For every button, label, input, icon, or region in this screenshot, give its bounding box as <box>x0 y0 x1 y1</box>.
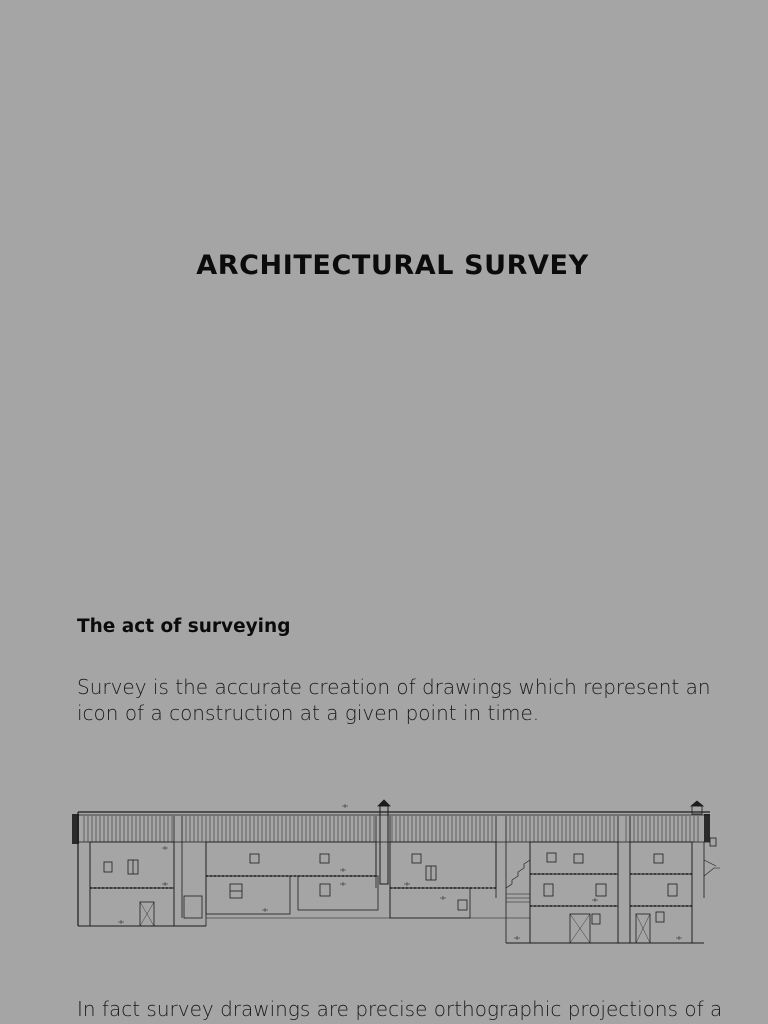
section-heading: The act of surveying <box>77 616 291 637</box>
building-section-drawing <box>70 798 732 946</box>
paragraph-survey-definition: Survey is the accurate creation of drawings which represent an icon of a construction at a given point in time. <box>77 675 711 725</box>
paragraph-survey-drawings: In fact survey drawings are precise orthographic projections of a <box>77 997 723 1021</box>
page-title: ARCHITECTURAL SURVEY <box>196 250 589 281</box>
